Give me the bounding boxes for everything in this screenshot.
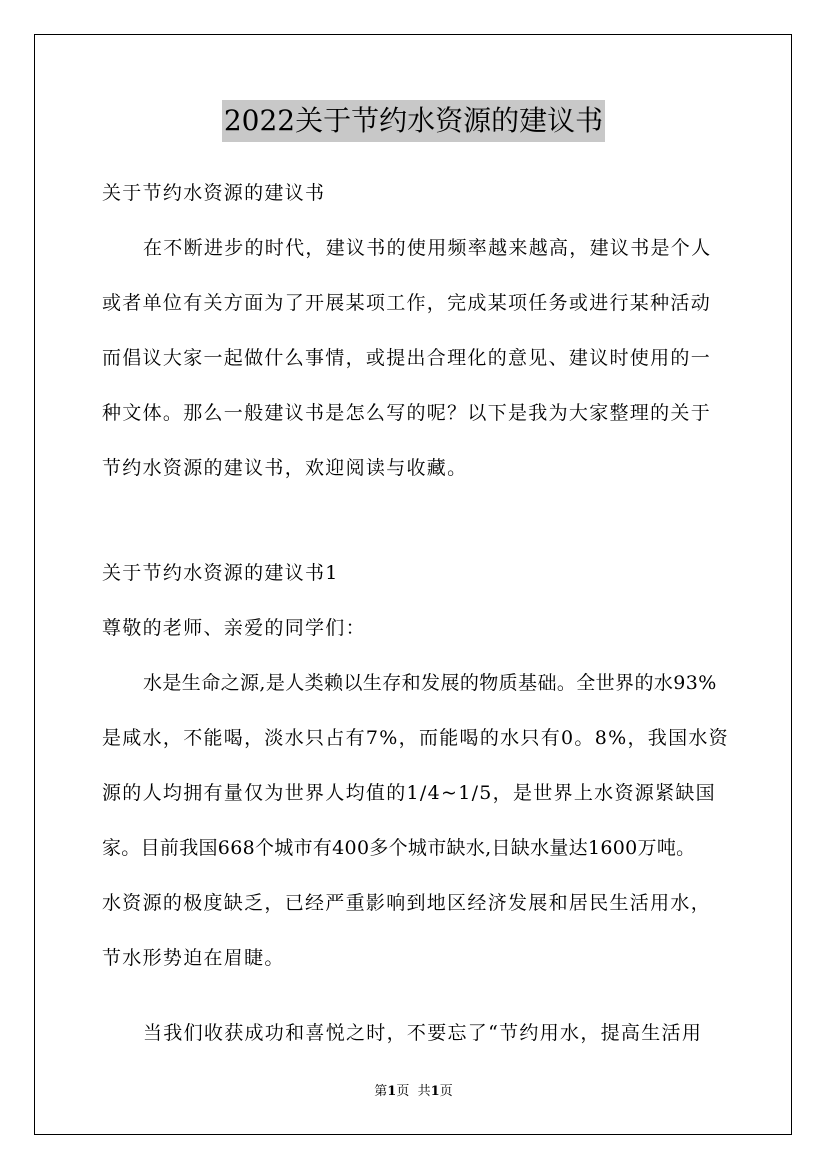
document-title: 2022关于节约水资源的建议书: [222, 100, 605, 142]
body-line-2: 是咸水，不能喝，淡水只占有7%，而能喝的水只有0。8%，我国水资: [102, 727, 729, 749]
salutation: 尊敬的老师、亲爱的同学们：: [102, 617, 366, 639]
intro-line-3: 而倡议大家一起做什么事情，或提出合理化的意见、建议时使用的一: [102, 347, 712, 369]
body-line-5: 水资源的极度缺乏，已经严重影响到地区经济发展和居民生活用水，: [102, 892, 712, 914]
document-title-block: [0, 100, 827, 142]
section-heading: 关于节约水资源的建议书1: [102, 562, 339, 584]
footer-page-number: 1: [387, 1084, 397, 1099]
body-line-1: 水是生命之源,是人类赖以生存和发展的物质基础。全世界的水93%: [143, 672, 717, 694]
footer-total-number: 1: [430, 1084, 440, 1099]
body-line-7: 当我们收获成功和喜悦之时，不要忘了“节约用水，提高生活用: [143, 1022, 703, 1044]
body-line-4: 家。目前我国668个城市有400多个城市缺水,日缺水量达1600万吨。: [102, 837, 696, 859]
footer-page-prefix: 第: [374, 1084, 388, 1099]
body-line-6: 节水形势迫在眉睫。: [102, 947, 285, 969]
footer-total-prefix: 共: [417, 1084, 431, 1099]
intro-line-5: 节约水资源的建议书，欢迎阅读与收藏。: [102, 457, 468, 479]
body-line-3: 源的人均拥有量仅为世界人均值的1/4~1/5，是世界上水资源紧缺国: [102, 782, 716, 804]
intro-line-4: 种文体。那么一般建议书是怎么写的呢？以下是我为大家整理的关于: [102, 402, 712, 424]
footer-total-suffix: 页: [439, 1084, 453, 1099]
intro-line-2: 或者单位有关方面为了开展某项工作，完成某项任务或进行某种活动: [102, 292, 712, 314]
footer-page-suffix: 页: [396, 1084, 410, 1099]
document-subtitle: 关于节约水资源的建议书: [102, 182, 326, 204]
page-footer: [0, 1084, 827, 1100]
intro-line-1: 在不断进步的时代，建议书的使用频率越来越高，建议书是个人: [143, 237, 712, 259]
